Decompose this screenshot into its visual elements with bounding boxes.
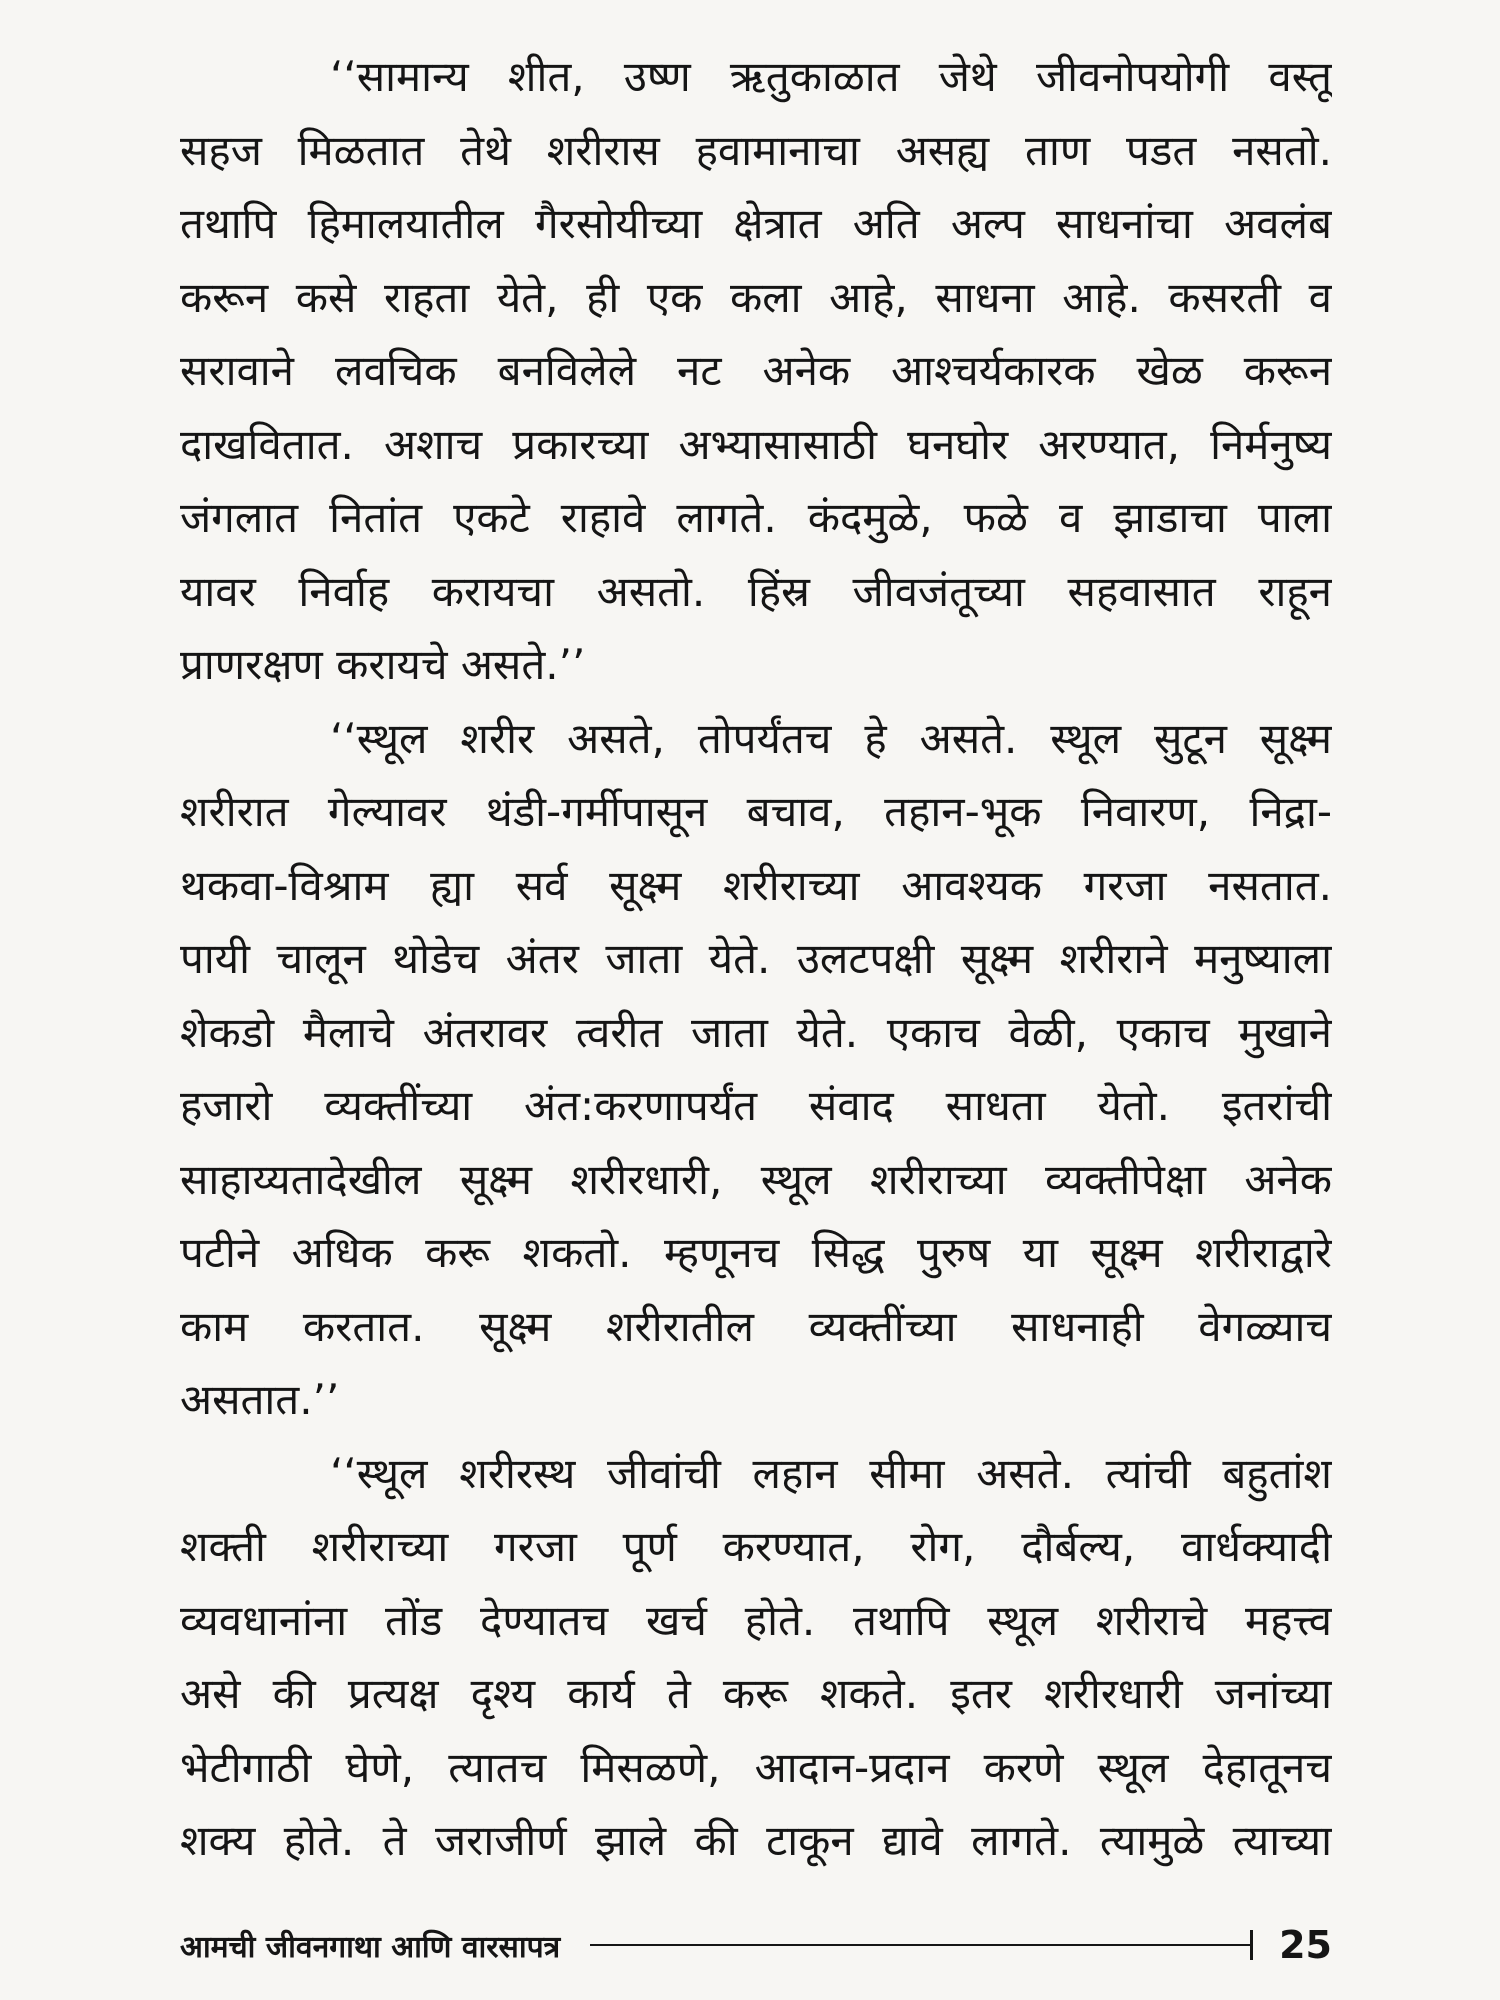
page-number: 25 <box>1279 1923 1332 1967</box>
text-line: असतात.’’ <box>180 1375 340 1424</box>
text-line: व्यवधानांना तोंड देण्यातच खर्च होते. तथापि स्थूल शरीराचे महत्त्व <box>180 1595 1332 1645</box>
text-line: दाखवितात. अशाच प्रकारच्या अभ्यासासाठी घनघोर अरण्यात, निर्मनुष्य <box>180 419 1332 469</box>
text-line: ‘‘स्थूल शरीरस्थ जीवांची लहान सीमा असते. त्यांची बहुतांश <box>330 1448 1332 1498</box>
text-line: तथापि हिमालयातील गैरसोयीच्या क्षेत्रात अति अल्प साधनांचा अवलंब <box>180 199 1332 248</box>
page-footer <box>180 1915 1332 1975</box>
text-line: यावर निर्वाह करायचा असतो. हिंस्र जीवजंतूच्या सहवासात राहून <box>180 566 1332 616</box>
page-body <box>180 40 1332 1940</box>
text-line: पायी चालून थोडेच अंतर जाता येते. उलटपक्षी सूक्ष्म शरीराने मनुष्याला <box>180 934 1332 983</box>
text-line: शक्ती शरीराच्या गरजा पूर्ण करण्यात, रोग, दौर्बल्य, वार्धक्यादी <box>180 1522 1332 1571</box>
text-line: शरीरात गेल्यावर थंडी-गर्मीपासून बचाव, तहान-भूक निवारण, निद्रा- <box>180 787 1332 836</box>
text-line: थकवा-विश्राम ह्या सर्व सूक्ष्म शरीराच्या आवश्यक गरजा नसतात. <box>180 860 1332 910</box>
text-line: जंगलात नितांत एकटे राहावे लागते. कंदमुळे, फळे व झाडाचा पाला <box>180 493 1332 542</box>
text-line: काम करतात. सूक्ष्म शरीरातील व्यक्तींच्या साधनाही वेगळ्याच <box>180 1301 1332 1351</box>
text-line: हजारो व्यक्तींच्या अंत:करणापर्यंत संवाद साधता येतो. इतरांची <box>180 1081 1332 1130</box>
paragraph-2 <box>180 702 1332 1437</box>
text-line: भेटीगाठी घेणे, त्यातच मिसळणे, आदान-प्रदान करणे स्थूल देहातूनच <box>180 1742 1332 1792</box>
footer-rule <box>590 1944 1251 1946</box>
text-line: ‘‘सामान्य शीत, उष्ण ऋतुकाळात जेथे जीवनोपयोगी वस्तू <box>330 52 1332 101</box>
text-line: साहाय्यतादेखील सूक्ष्म शरीरधारी, स्थूल शरीराच्या व्यक्तीपेक्षा अनेक <box>180 1154 1332 1204</box>
text-line: पटीने अधिक करू शकतो. म्हणूनच सिद्ध पुरुष या सूक्ष्म शरीराद्वारे <box>180 1228 1332 1277</box>
paragraph-3 <box>180 1437 1332 1878</box>
text-line: सरावाने लवचिक बनविलेले नट अनेक आश्चर्यकारक खेळ करून <box>180 346 1332 395</box>
text-line: असे की प्रत्यक्ष दृश्य कार्य ते करू शकते. इतर शरीरधारी जनांच्या <box>180 1669 1332 1718</box>
text-line: करून कसे राहता येते, ही एक कला आहे, साधना आहे. कसरती व <box>180 272 1332 322</box>
text-line: ‘‘स्थूल शरीर असते, तोपर्यंतच हे असते. स्थूल सुटून सूक्ष्म <box>330 713 1332 763</box>
book-title: आमची जीवनगाथा आणि वारसापत्र <box>180 1929 561 1965</box>
text-line: प्राणरक्षण करायचे असते.’’ <box>180 640 586 689</box>
text-line: शक्य होते. ते जराजीर्ण झाले की टाकून द्यावे लागते. त्यामुळे त्याच्या <box>180 1816 1332 1865</box>
text-line: सहज मिळतात तेथे शरीरास हवामानाचा असह्य ताण पडत नसतो. <box>180 125 1332 175</box>
paragraph-1 <box>180 40 1332 702</box>
text-line: शेकडो मैलाचे अंतरावर त्वरीत जाता येते. एकाच वेळी, एकाच मुखाने <box>180 1007 1332 1057</box>
